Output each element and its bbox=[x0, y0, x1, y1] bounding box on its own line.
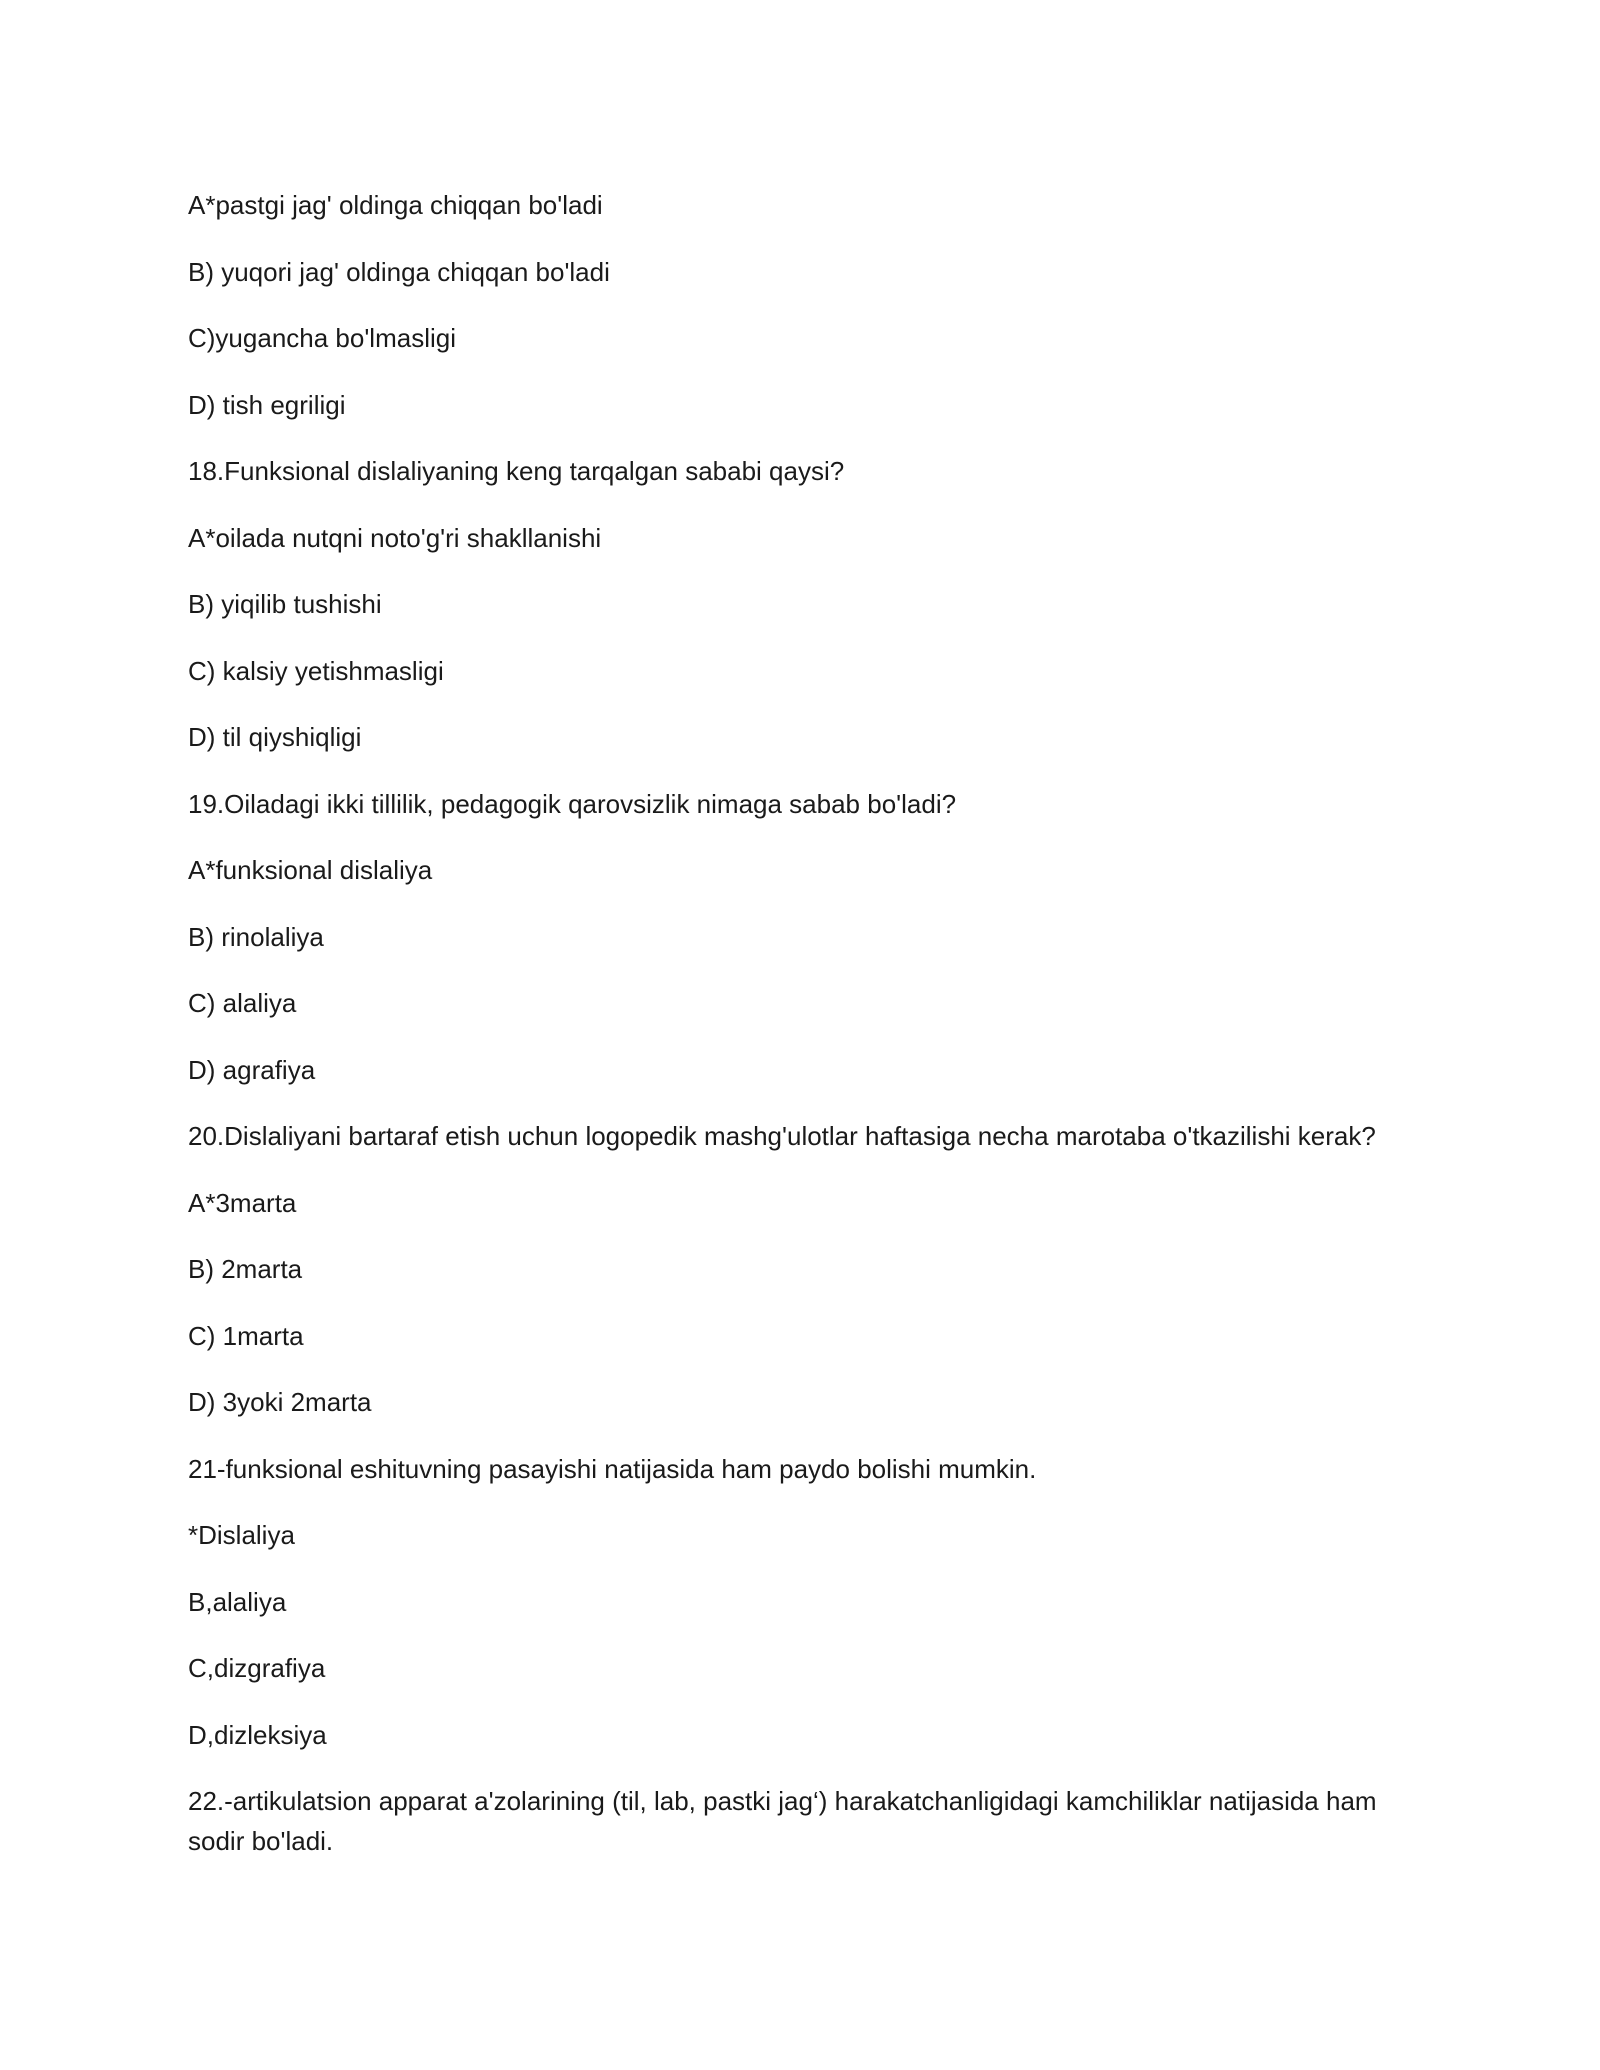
document-body bbox=[188, 185, 1428, 1888]
answer-option: D,dizleksiya bbox=[188, 1719, 327, 1750]
answer-option: D) til qiyshiqligi bbox=[188, 722, 362, 752]
answer-option: A*oilada nutqni noto'g'ri shakllanishi bbox=[188, 522, 602, 553]
answer-option: B) yuqori jag' oldinga chiqqan bo'ladi bbox=[188, 256, 610, 287]
answer-option: D) agrafiya bbox=[188, 1054, 316, 1085]
question-18: 18.Funksional dislaliyaning keng tarqalgan sababi qaysi? bbox=[188, 456, 845, 486]
answer-option: B,alaliya bbox=[188, 1586, 287, 1617]
answer-option: C) alaliya bbox=[188, 988, 297, 1018]
question-20: 20.Dislaliyani bartaraf etish uchun logopedik mashg'ulotlar haftasiga necha marotaba o'tkazilishi kerak? bbox=[188, 1121, 1376, 1151]
answer-option: B) rinolaliya bbox=[188, 921, 324, 952]
answer-option: A*funksional dislaliya bbox=[188, 855, 433, 885]
question-19: 19.Oiladagi ikki tillilik, pedagogik qarovsizlik nimaga sabab bo'ladi? bbox=[188, 788, 957, 819]
answer-option: *Dislaliya bbox=[188, 1520, 295, 1550]
answer-option: D) 3yoki 2marta bbox=[188, 1387, 372, 1417]
answer-option: A*3marta bbox=[188, 1187, 297, 1218]
answer-option: A*pastgi jag' oldinga chiqqan bo'ladi bbox=[188, 190, 603, 220]
question-22: 22.-artikulatsion apparat a'zolarining (til, lab, pastki jag‘) harakatchanligidagi kamchiliklar natijasida ham sodir bo'ladi. bbox=[188, 1786, 1377, 1856]
answer-option: D) tish egriligi bbox=[188, 389, 346, 420]
answer-option: B) 2marta bbox=[188, 1254, 303, 1284]
answer-option: C) kalsiy yetishmasligi bbox=[188, 655, 444, 686]
question-21: 21-funksional eshituvning pasayishi natijasida ham paydo bolishi mumkin. bbox=[188, 1453, 1037, 1484]
answer-option: C) 1marta bbox=[188, 1320, 304, 1351]
answer-option: C,dizgrafiya bbox=[188, 1653, 326, 1683]
answer-option: C)yugancha bo'lmasligi bbox=[188, 323, 456, 353]
answer-option: B) yiqilib tushishi bbox=[188, 589, 382, 619]
